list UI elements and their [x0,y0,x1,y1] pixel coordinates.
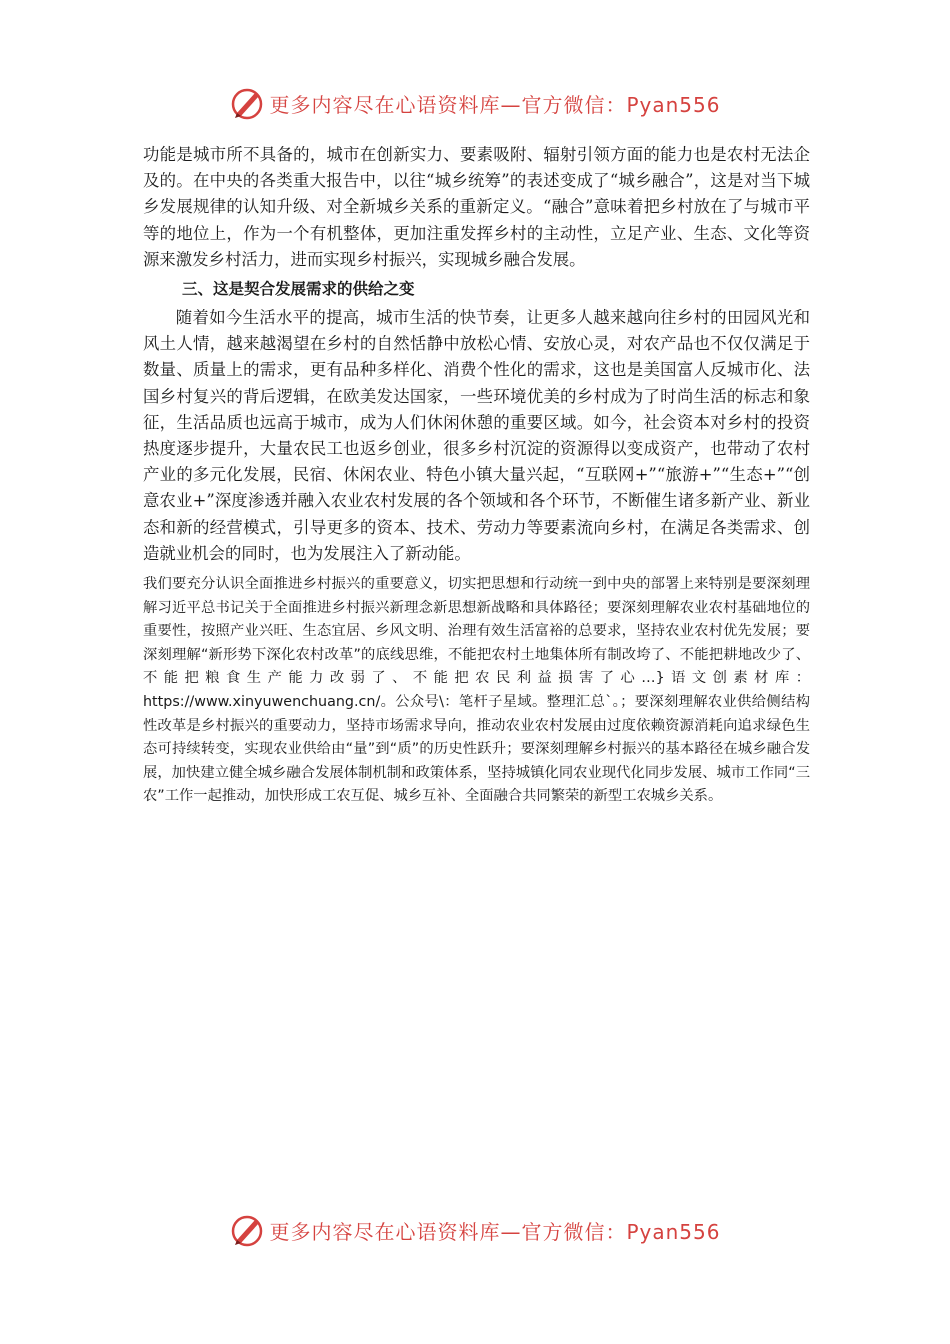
paragraph-urban-rural-integration: 功能是城市所不具备的，城市在创新实力、要素吸附、辐射引领方面的能力也是农村无法企及的。在中央的各类重大报告中，以往“城乡统筹”的表述变成了“城乡融合”，这是对当下城乡发展规律的认知升级、对全新城乡关系的重新定义。“融合”意味着把乡村放在了与城市平等的地位上，作为一个有机整体，更加注重发挥乡村的主动性，立足产业、生态、文化等资源来激发乡村活力，进而实现乡村振兴，实现城乡融合发展。 [143,145,810,269]
banner-text: 更多内容尽在心语资料库—官方微信：Pyan556 [269,1219,721,1244]
banner-text: 更多内容尽在心语资料库—官方微信：Pyan556 [269,92,721,117]
paragraph-rural-revitalization: 我们要充分认识全面推进乡村振兴的重要意义，切实把思想和行动统一到中央的部署上来特别是要深刻理解习近平总书记关于全面推进乡村振兴新理念新思想新战略和具体路径；要深刻理解农业农村基础地位的重要性，按照产业兴旺、生态宜居、乡风文明、治理有效生活富裕的总要求，坚持农业农村优先发展；要深刻理解“新形势下深化农村改革”的底线思维，不能把农村土地集体所有制改垮了、不能把耕地改少了、不能把粮食生产能力改弱了、不能把农民利益损害了心…}语文创素材库：https://www.xinyuwenchuang.cn/。公众号\：笔杆子星域。整理汇总`。；要深刻理解农业供给侧结构性改革是乡村振兴的重要动力，坚持市场需求导向，推动农业农村发展由过度依赖资源消耗向追求绿色生态可持续转变，实现农业供给由“量”到“质”的历史性跃升；要深刻理解乡村振兴的基本路径在城乡融合发展，加快建立健全城乡融合发展体制机制和政策体系，坚持城镇化同农业现代化同步发展、城市工作同“三农”工作一起推动，加快形成工农互促、城乡互补、全面融合共同繁荣的新型工农城乡关系。 [143,576,810,805]
document-body [143,142,810,809]
section-heading-3: 三、这是契合发展需求的供给之变 [182,280,415,299]
footer-watermark-banner [0,1210,950,1250]
header-watermark-banner [0,83,950,123]
pen-logo-icon [229,1212,265,1248]
pen-logo-icon [229,85,265,121]
paragraph-supply-change: 随着如今生活水平的提高，城市生活的快节奏，让更多人越来越向往乡村的田园风光和风土人情，越来越渴望在乡村的自然恬静中放松心情、安放心灵，对农产品也不仅仅满足于数量、质量上的需求，更有品种多样化、消费个性化的需求，这也是美国富人反城市化、法国乡村复兴的背后逻辑，在欧美发达国家，一些环境优美的乡村成为了时尚生活的标志和象征，生活品质也远高于城市，成为人们休闲休憩的重要区域。如今，社会资本对乡村的投资热度逐步提升，大量农民工也返乡创业，很多乡村沉淀的资源得以变成资产，也带动了农村产业的多元化发展，民宿、休闲农业、特色小镇大量兴起，“互联网+”“旅游+”“生态+”“创意农业+”深度渗透并融入农业农村发展的各个领域和各个环节，不断催生诸多新产业、新业态和新的经营模式，引导更多的资本、技术、劳动力等要素流向乡村，在满足各类需求、创造就业机会的同时，也为发展注入了新动能。 [143,308,810,563]
